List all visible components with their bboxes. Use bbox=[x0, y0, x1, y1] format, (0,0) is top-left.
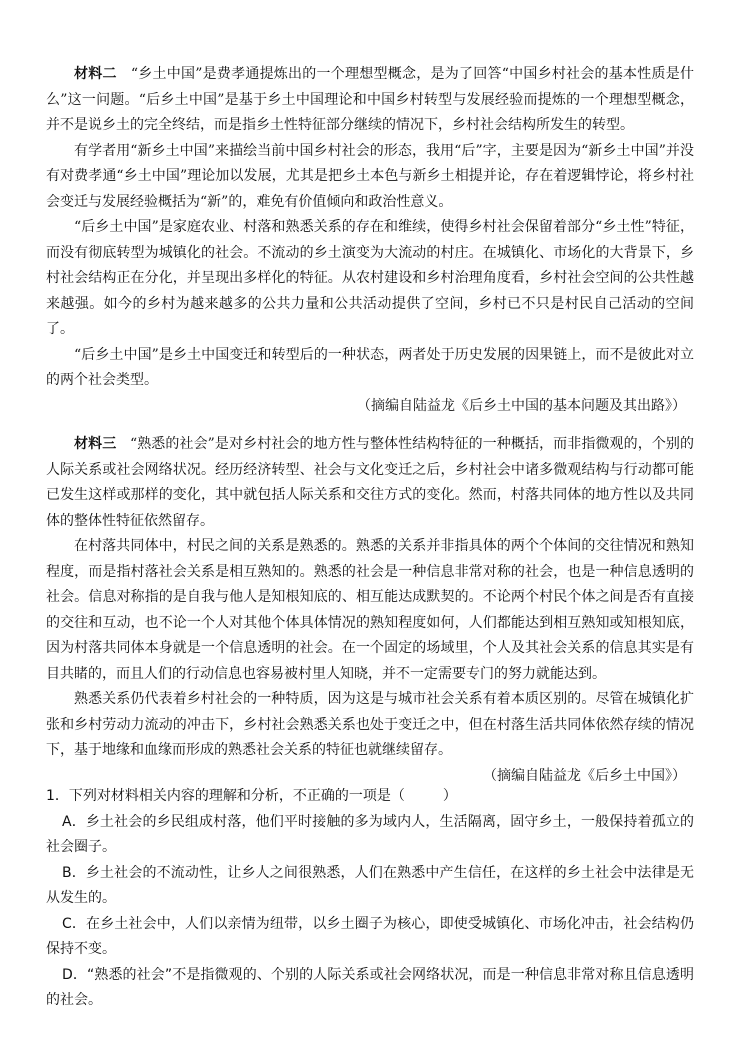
material-three bbox=[46, 432, 694, 789]
option-d[interactable]: D．“熟悉的社会”不是指微观的、个别的人际关系或社会网络状况，而是一种信息非常对称且信息透明的社会。 bbox=[46, 966, 694, 1008]
question-stem: 1．下列对材料相关内容的理解和分析，不正确的一项是（ ） bbox=[46, 788, 457, 804]
material-two-source: （摘编自陆益龙《后乡土中国的基本问题及其出路》） bbox=[357, 397, 686, 414]
material-two-paragraph: “后乡土中国”是家庭农业、村落和熟悉关系的存在和维续，使得乡村社会保留着部分“乡土性”特征，而没有彻底转型为城镇化的社会。不流动的乡土演变为大流动的村庄。在城镇化、市场化的大背景下，乡村社会结构正在分化，并呈现出多样化的特征。从农村建设和乡村治理角度看，乡村社会空间的公共性越来越强。如今的乡村为越来越多的公共力量和公共活动提供了空间，乡村已不只是村民自己活动的空间了。 bbox=[46, 219, 694, 337]
option-c[interactable]: C．在乡土社会中，人们以亲情为纽带，以乡土圈子为核心，即使受城镇化、市场化冲击，社会结构仍保持不变。 bbox=[46, 915, 694, 957]
material-three-paragraph: 在村落共同体中，村民之间的关系是熟悉的。熟悉的关系并非指具体的两个个体间的交往情况和熟知程度，而是指村落社会关系是相互熟知的。熟悉的社会是一种信息非常对称的社会，也是一种信息透明的社会。信息对称指的是自我与他人是知根知底的、相互能达成默契的。不论两个村民个体之间是否有直接的交往和互动，也不论一个人对其他个体具体情况的熟知程度如何，人们都能达到相互熟知或知根知底，因为村落共同体本身就是一个信息透明的社会。在一个固定的场域里，个人及其社会关系的信息其实是有目共睹的，而且人们的行动信息也容易被村里人知晓，并不一定需要专门的努力就能达到。 bbox=[46, 538, 694, 682]
material-two-paragraph: “后乡土中国”是乡土中国变迁和转型后的一种状态，两者处于历史发展的因果链上，而不是彼此对立的两个社会类型。 bbox=[46, 346, 694, 388]
material-two-text: “乡土中国”是费孝通提炼出的一个理想型概念，是为了回答“中国乡村社会的基本性质是什么”这一问题。“后乡土中国”是基于乡土中国理论和中国乡村转型与发展经验而提炼的一个理想型概念，并不是说乡土的完全终结，而是指乡土性特征部分继续的情况下，乡村社会结构所发生的转型。 bbox=[46, 66, 694, 133]
material-three-text: “熟悉的社会”是对乡村社会的地方性与整体性结构特征的一种概括，而非指微观的，个别的人际关系或社会网络状况。经历经济转型、社会与文化变迁之后，乡村社会中诸多微观结构与行动都可能已发生这样或那样的变化，其中就包括人际关系和交往方式的变化。然而，村落共同体的地方性以及共同体的整体性特征依然留存。 bbox=[46, 436, 695, 529]
material-three-label: 材料三 bbox=[74, 436, 117, 452]
material-two-paragraph: 有学者用“新乡土中国”来描绘当前中国乡村社会的形态，我用“后”字，主要是因为“新乡土中国”并没有对费孝通“乡土中国”理论加以发展，尤其是把乡土本色与新乡土相提并论，存在着逻辑悖论，将乡村社会变迁与发展经验概括为“新”的，难免有价值倾向和政治性意义。 bbox=[46, 142, 694, 210]
material-two-paragraph bbox=[46, 62, 694, 139]
material-three-source: （摘编自陆益龙《后乡土中国》） bbox=[483, 767, 686, 784]
question-one bbox=[46, 784, 694, 1014]
option-a[interactable]: A．乡土社会的乡民组成村落，他们平时接触的多为域内人，生活隔离，固守乡土，一般保持着孤立的社会圈子。 bbox=[46, 813, 694, 855]
material-three-paragraph bbox=[46, 432, 694, 534]
material-two bbox=[46, 62, 694, 419]
option-b[interactable]: B．乡土社会的不流动性，让乡人之间很熟悉，人们在熟悉中产生信任，在这样的乡土社会中法律是无从发生的。 bbox=[46, 864, 694, 906]
material-two-label: 材料二 bbox=[74, 66, 117, 82]
material-three-paragraph: 熟悉关系仍代表着乡村社会的一种特质，因为这是与城市社会关系有着本质区别的。尽管在城镇化扩张和乡村劳动力流动的冲击下，乡村社会熟悉关系也处于变迁之中，但在村落生活共同体依然存续的情况下，基于地缘和血缘而形成的熟悉社会关系的特征也就继续留存。 bbox=[46, 691, 694, 758]
